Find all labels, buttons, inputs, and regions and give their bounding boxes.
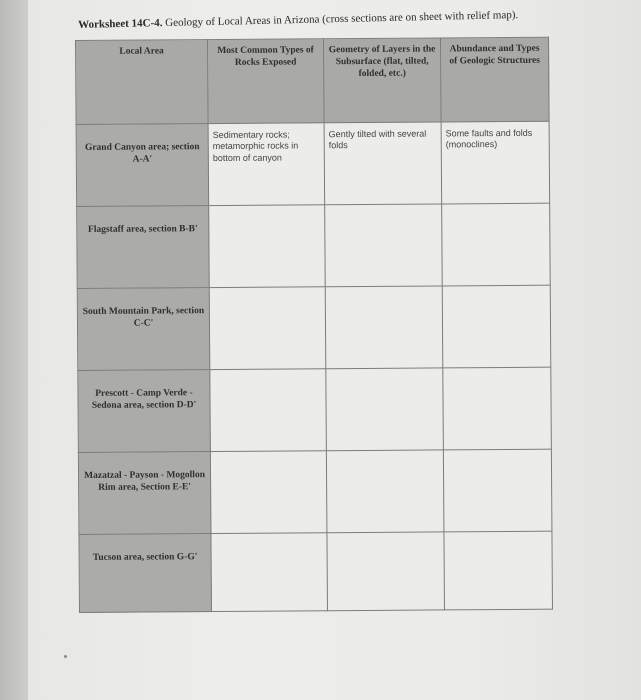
rocks-cell[interactable] <box>210 369 327 452</box>
structures-cell[interactable] <box>442 285 551 368</box>
structures-cell[interactable] <box>442 203 551 286</box>
rocks-cell[interactable] <box>209 287 326 370</box>
worksheet-title-text: Geology of Local Areas in Arizona (cross sections are on sheet with relief map). <box>165 9 519 30</box>
table-row <box>77 285 551 370</box>
geometry-cell[interactable] <box>327 532 445 611</box>
worksheet-number: Worksheet 14C-4. <box>78 17 163 31</box>
table-row <box>76 121 550 206</box>
paper-speck <box>64 655 67 658</box>
area-cell: Flagstaff area, section B-B' <box>77 206 210 289</box>
table-row <box>78 367 552 452</box>
structures-cell[interactable]: Some faults and folds (monoclines) <box>441 121 550 204</box>
rocks-cell[interactable] <box>211 533 328 612</box>
structures-cell[interactable] <box>444 531 553 610</box>
header-layer-geometry: Geometry of Layers in the Subsurface (flat, tilted, folded, etc.) <box>323 38 441 123</box>
structures-cell[interactable] <box>443 367 552 450</box>
area-cell: South Mountain Park, section C-C' <box>77 288 210 371</box>
table-row <box>77 203 551 288</box>
table-row <box>78 449 552 534</box>
area-cell: Mazatzal - Payson - Mogollon Rim area, Section E-E' <box>78 452 211 535</box>
header-rock-types: Most Common Types of Rocks Exposed <box>208 39 325 124</box>
geology-table <box>75 37 553 613</box>
area-cell: Prescott - Camp Verde - Sedona area, section D-D' <box>78 370 211 453</box>
header-local-area: Local Area <box>76 40 209 125</box>
rocks-cell[interactable] <box>210 451 327 534</box>
table-header-row <box>76 37 550 124</box>
rocks-cell[interactable]: Sedimentary rocks; metamorphic rocks in bottom of canyon <box>208 123 325 206</box>
header-geologic-structures: Abundance and Types of Geologic Structures <box>440 37 549 122</box>
geometry-cell[interactable] <box>325 286 443 369</box>
structures-cell[interactable] <box>443 449 552 532</box>
geometry-cell[interactable] <box>326 368 444 451</box>
rocks-cell[interactable] <box>209 205 326 288</box>
geometry-cell[interactable]: Gently tilted with several folds <box>324 122 442 205</box>
area-cell: Tucson area, section G-G' <box>79 534 212 613</box>
geometry-cell[interactable] <box>326 450 444 533</box>
area-cell: Grand Canyon area; section A-A' <box>76 124 209 207</box>
table-row <box>79 531 553 612</box>
geometry-cell[interactable] <box>325 204 443 287</box>
page-background-edge <box>0 0 30 700</box>
